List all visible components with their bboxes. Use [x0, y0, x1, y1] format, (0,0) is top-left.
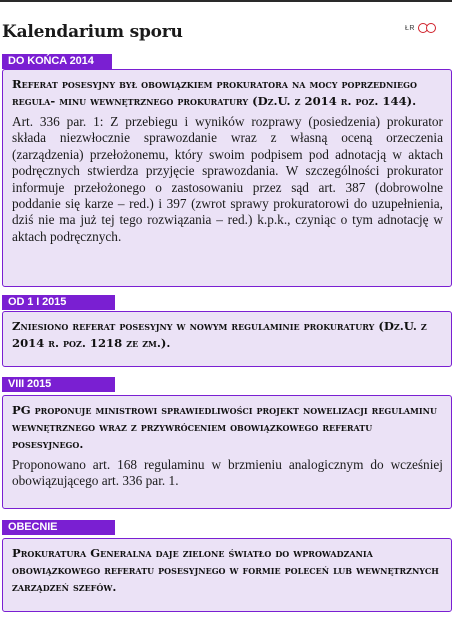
section-box-obecnie	[2, 538, 452, 612]
section-heading: Referat posesyjny był obowiązkiem prokuratora na mocy poprzedniego regula- minu wewnętrznego prokuratury (Dz.U. z 2014 r. poz. 144).	[12, 77, 417, 108]
section-body: Proponowano art. 168 regulaminu w brzmieniu analogicznym do wcześniej obowiązującego art. 336 par. 1.	[12, 457, 443, 489]
section-label-do-konca-2014: DO KOŃCA 2014	[2, 54, 112, 69]
section-box-do-konca-2014	[2, 69, 452, 287]
page-title: Kalendarium sporu	[2, 22, 183, 42]
section-heading: PG proponuje ministrowi sprawiedliwości projekt nowelizacji regulaminu wewnętrznego wraz z przywróceniem obowiązkowego referatu posesyjnego.	[12, 403, 437, 451]
section-heading: Zniesiono referat posesyjny w nowym regulaminie prokuratury (Dz.U. z 2014 r. poz. 1218 ze zm.).	[12, 319, 427, 350]
top-rule	[0, 0, 452, 2]
section-label-od-1-i-2015: OD 1 I 2015	[2, 295, 115, 310]
publisher-logo	[405, 23, 436, 33]
logo-text: ŁR	[405, 24, 415, 32]
section-label-obecnie: OBECNIE	[2, 520, 115, 535]
section-box-od-1-i-2015	[2, 311, 452, 367]
section-heading: Prokuratura Generalna daje zielone światło do wprowadzania obowiązkowego referatu posesyjnego w formie poleceń lub wewnętrznych zarządzeń szefów.	[12, 546, 439, 594]
publisher-logo-icon	[418, 23, 436, 33]
section-box-viii-2015	[2, 395, 452, 509]
section-label-viii-2015: VIII 2015	[2, 377, 115, 392]
section-body: Art. 336 par. 1: Z przebiegu i wyników rozprawy (posiedzenia) prokurator składa niezwłocznie sprawozdanie wraz z własną oceną orzeczenia (zarządzenia) przełożonemu, który swoim podpisem pod adnotacją w aktach podręcznych stwierdza przyjęcie sprawozdania. W szczególności prokurator informuje przełożonego o zastosowaniu przez sąd art. 387 (dobrowolne poddanie się karze – red.) i 397 (zwrot sprawy prokuratorowi do uzupełnienia, dziś nie ma już tej tego rozwiązania – red.) k.p.k., czyniąc o tym adnotację w aktach podręcznych.	[12, 114, 443, 244]
